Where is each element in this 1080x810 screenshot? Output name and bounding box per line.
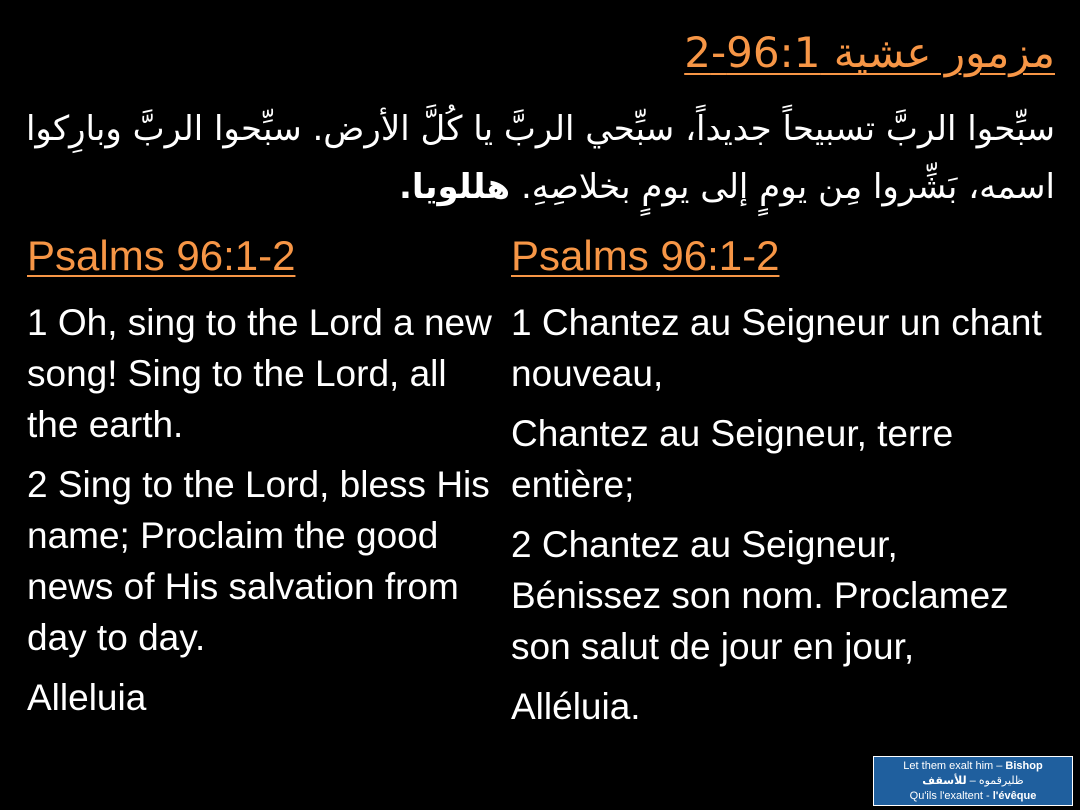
footer-french-bold: l'évêque [992,790,1037,802]
footer-arabic-bold: للأسقف [922,775,967,787]
footer-caption-box [873,756,1073,806]
footer-english-text: Let them exalt him – [903,760,1006,772]
french-column [511,228,1051,741]
french-paragraph: Alléluia. [511,686,641,727]
english-paragraph: 1 Oh, sing to the Lord a new song! Sing to the Lord, all the earth. [27,302,492,445]
footer-arabic-text: ظليرقموه – [966,775,1024,787]
arabic-title: مزمور عشية 96:1-2 [684,28,1055,77]
english-title: Psalms 96:1-2 [27,232,296,279]
french-title: Psalms 96:1-2 [511,232,780,279]
footer-line-english [874,759,1072,774]
english-column [27,228,497,732]
french-paragraph: 2 Chantez au Seigneur, Bénissez son nom. Proclamez son salut de jour en jour, [511,524,1009,667]
english-paragraph: Alleluia [27,677,147,718]
english-paragraph: 2 Sing to the Lord, bless His name; Proclaim the good news of His salvation from day to day. [27,464,490,658]
french-paragraph: 1 Chantez au Seigneur un chant nouveau, [511,302,1042,394]
arabic-body [20,100,1055,216]
footer-line-french [874,789,1072,804]
footer-english-bold: Bishop [1005,760,1043,772]
french-paragraph: Chantez au Seigneur, terre entière; [511,413,954,505]
footer-line-arabic [874,774,1072,789]
arabic-body-text: سبِّحوا الربَّ تسبيحاً جديداً، سبِّحي الربَّ يا كُلَّ الأرض. سبِّحوا الربَّ وبارِكوا اسمه، بَشِّروا مِن يومٍ إلى يومٍ بخلاصِهِ. [25,109,1055,207]
arabic-hallelujah: هللويا. [399,167,511,207]
footer-french-text: Qu'ils l'exaltent - [909,790,993,802]
